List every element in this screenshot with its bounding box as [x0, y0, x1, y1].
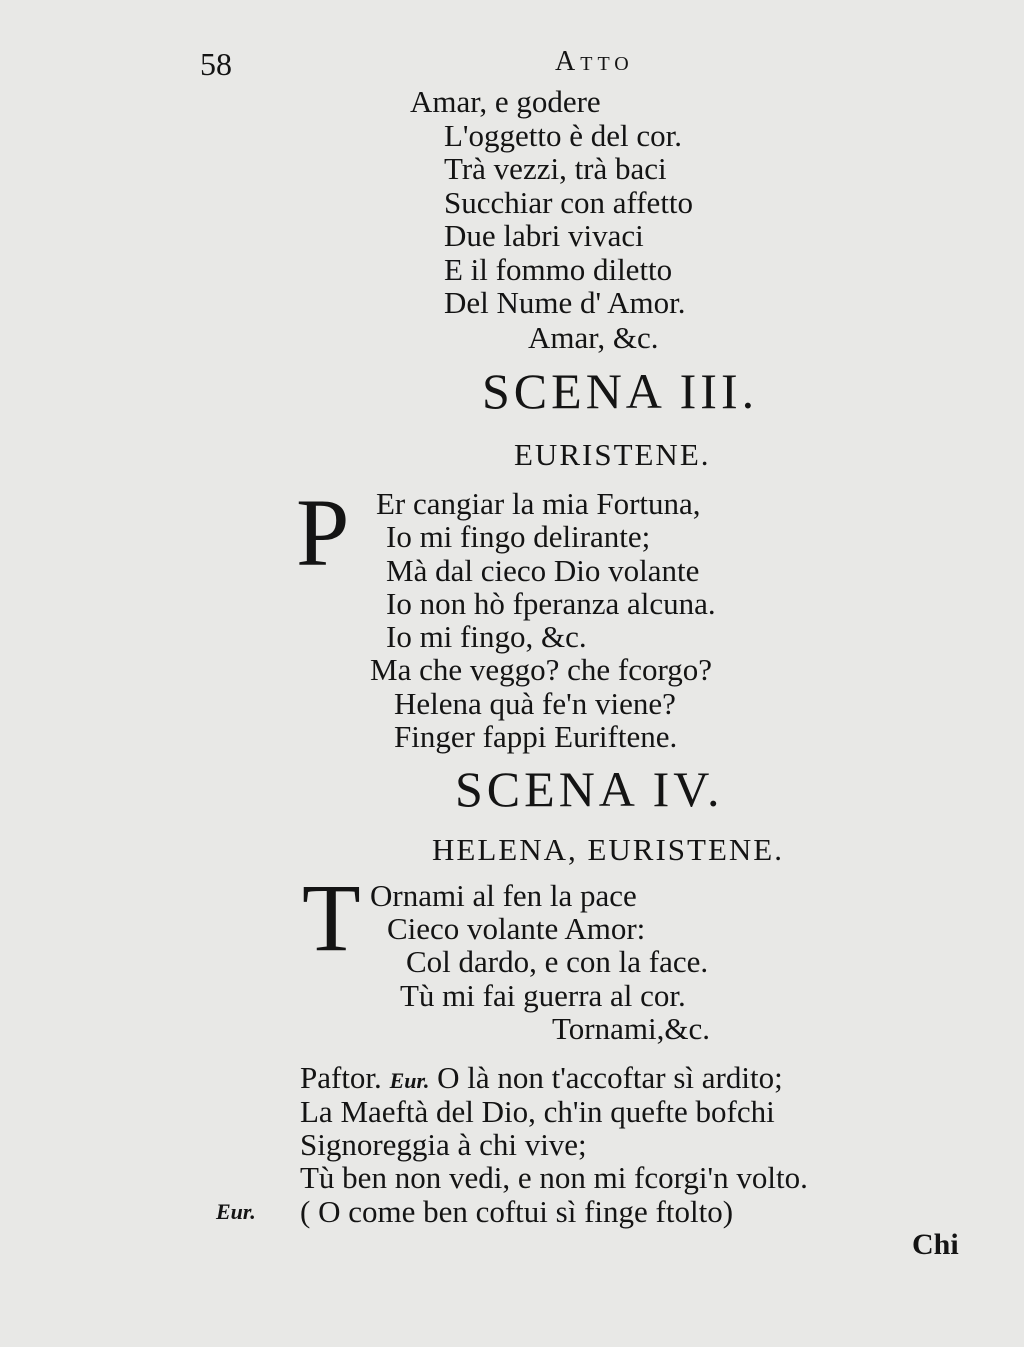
verse-line: Mà dal cieco Dio volante [386, 553, 700, 588]
verse-line: Del Nume d' Amor. [444, 285, 686, 320]
scene-3-title: SCENA III. [482, 363, 759, 419]
verse-line: Finger fappi Euriftene. [394, 719, 678, 754]
scene-4-drop-cap: T [302, 864, 361, 971]
scene-3-drop-cap: P [296, 479, 350, 586]
verse-line: Tù mi fai guerra al cor. [400, 978, 686, 1013]
catchword: Chi [912, 1228, 959, 1261]
verse-line: Io non hò fperanza alcuna. [386, 586, 716, 621]
dialogue-line: Tù ben non vedi, e non mi fcorgi'n volto. [300, 1160, 808, 1195]
verse-line: Amar, e godere [410, 84, 601, 119]
verse-line: L'oggetto è del cor. [444, 118, 683, 153]
verse-line: Io mi fingo delirante; [386, 519, 651, 554]
verse-line: Due labri vivaci [444, 218, 644, 253]
verse-line: Ornami al fen la pace [370, 878, 637, 913]
verse-line: Col dardo, e con la face. [406, 944, 709, 979]
refrain-line: Tornami,&c. [552, 1011, 710, 1046]
page-number: 58 [200, 46, 232, 82]
verse-line: Helena quà fe'n viene? [394, 686, 676, 721]
verse-line: Er cangiar la mia Fortuna, [376, 486, 701, 521]
addressee: Paftor. [300, 1060, 382, 1095]
running-head: Atto [555, 46, 634, 77]
verse-line: Io mi fingo, &c. [386, 619, 587, 654]
verse-line: Ma che veggo? che fcorgo? [370, 652, 712, 687]
aside-speaker-label: Eur. [216, 1199, 256, 1224]
speech: O là non t'accoftar sì ardito; [437, 1060, 783, 1095]
scene-4-title: SCENA IV. [455, 761, 724, 817]
dialogue-line [300, 1062, 783, 1093]
verse-line: Trà vezzi, trà baci [444, 151, 667, 186]
scene-3-character: EURISTENE. [514, 437, 711, 472]
dialogue-line: Signoreggia à chi vive; [300, 1127, 587, 1162]
scene-4-characters: HELENA, EURISTENE. [432, 832, 784, 867]
aside-line: ( O come ben coftui sì finge ftolto) [300, 1194, 734, 1229]
verse-line: Succhiar con affetto [444, 185, 694, 220]
verse-line: Cieco volante Amor: [387, 911, 646, 946]
refrain-line: Amar, &c. [528, 320, 659, 355]
speaker-label: Eur. [389, 1068, 430, 1093]
verse-line: E il fommo diletto [444, 252, 673, 287]
dialogue-line: La Maeftà del Dio, ch'in quefte bofchi [300, 1094, 775, 1129]
